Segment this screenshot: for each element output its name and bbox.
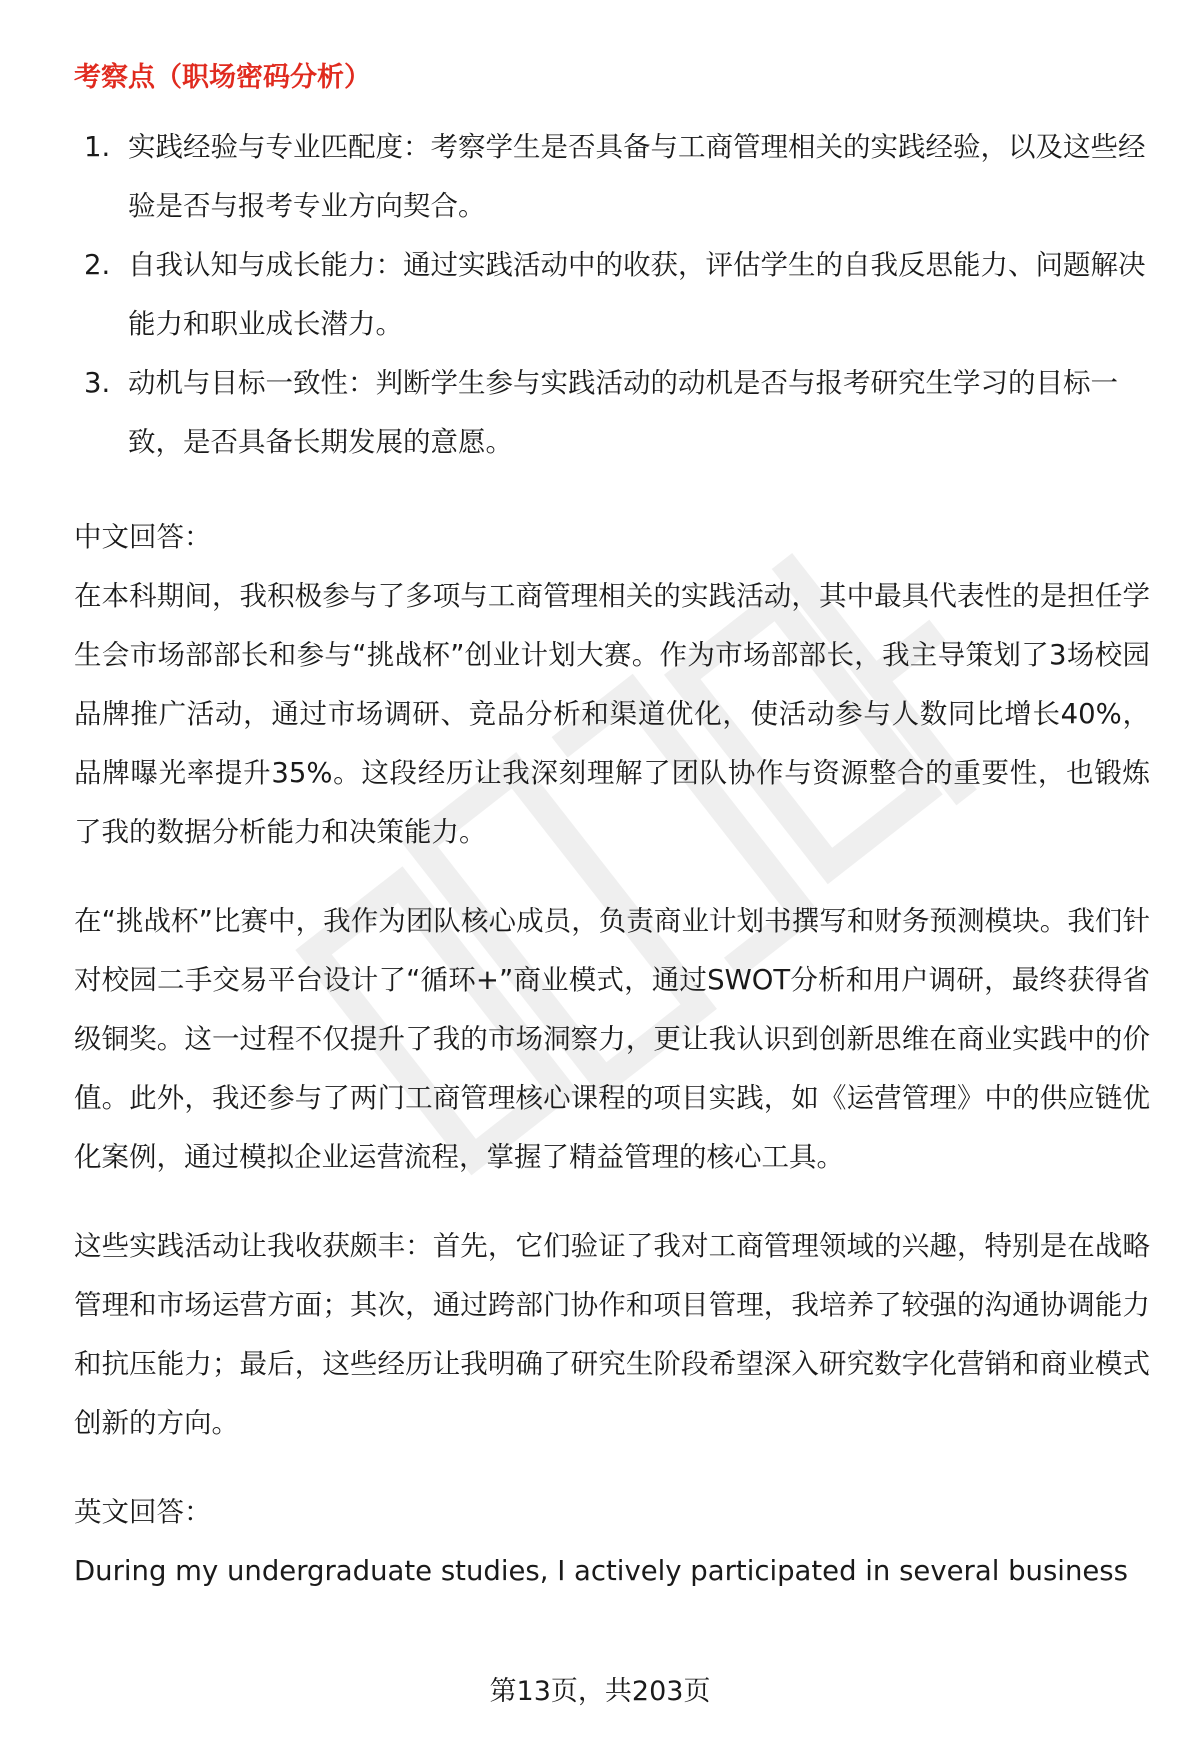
list-item xyxy=(74,354,1150,472)
chinese-answer-paragraph: 在“挑战杯”比赛中，我作为团队核心成员，负责商业计划书撰写和财务预测模块。我们针对校园二手交易平台设计了“循环+”商业模式，通过SWOT分析和用户调研，最终获得省级铜奖。这一过程不仅提升了我的市场洞察力，更让我认识到创新思维在商业实践中的价值。此外，我还参与了两门工商管理核心课程的项目实践，如《运营管理》中的供应链优化案例，通过模拟企业运营流程，掌握了精益管理的核心工具。 xyxy=(74,905,1150,1173)
section-title: 考察点（职场密码分析） xyxy=(74,62,371,93)
english-answer-label: 英文回答： xyxy=(74,1496,212,1528)
list-item-number: 2. xyxy=(84,249,111,281)
list-item-text: 实践经验与专业匹配度：考察学生是否具备与工商管理相关的实践经验，以及这些经验是否与报考专业方向契合。 xyxy=(128,131,1146,222)
document-content xyxy=(74,58,1150,1596)
list-item xyxy=(74,236,1150,354)
chinese-answer-label: 中文回答： xyxy=(74,521,212,553)
english-answer-text: During my undergraduate studies, I actively participated in several business xyxy=(74,1555,1128,1587)
list-item-text: 自我认知与成长能力：通过实践活动中的收获，评估学生的自我反思能力、问题解决能力和职业成长潜力。 xyxy=(128,249,1146,340)
chinese-answer-paragraph: 这些实践活动让我收获颇丰：首先，它们验证了我对工商管理领域的兴趣，特别是在战略管理和市场运营方面；其次，通过跨部门协作和项目管理，我培养了较强的沟通协调能力和抗压能力；最后，这些经历让我明确了研究生阶段希望深入研究数字化营销和商业模式创新的方向。 xyxy=(74,1230,1150,1439)
page-indicator: 第13页，共203页 xyxy=(489,1676,711,1707)
chinese-answer-paragraph: 在本科期间，我积极参与了多项与工商管理相关的实践活动，其中最具代表性的是担任学生会市场部部长和参与“挑战杯”创业计划大赛。作为市场部部长，我主导策划了3场校园品牌推广活动，通过市场调研、竞品分析和渠道优化，使活动参与人数同比增长40%，品牌曝光率提升35%。这段经历让我深刻理解了团队协作与资源整合的重要性，也锻炼了我的数据分析能力和决策能力。 xyxy=(74,580,1150,848)
list-item xyxy=(74,118,1150,236)
list-item-number: 1. xyxy=(84,131,111,163)
list-item-text: 动机与目标一致性：判断学生参与实践活动的动机是否与报考研究生学习的目标一致，是否具备长期发展的意愿。 xyxy=(128,367,1118,458)
assessment-points-list xyxy=(74,118,1150,472)
list-item-number: 3. xyxy=(84,367,111,399)
